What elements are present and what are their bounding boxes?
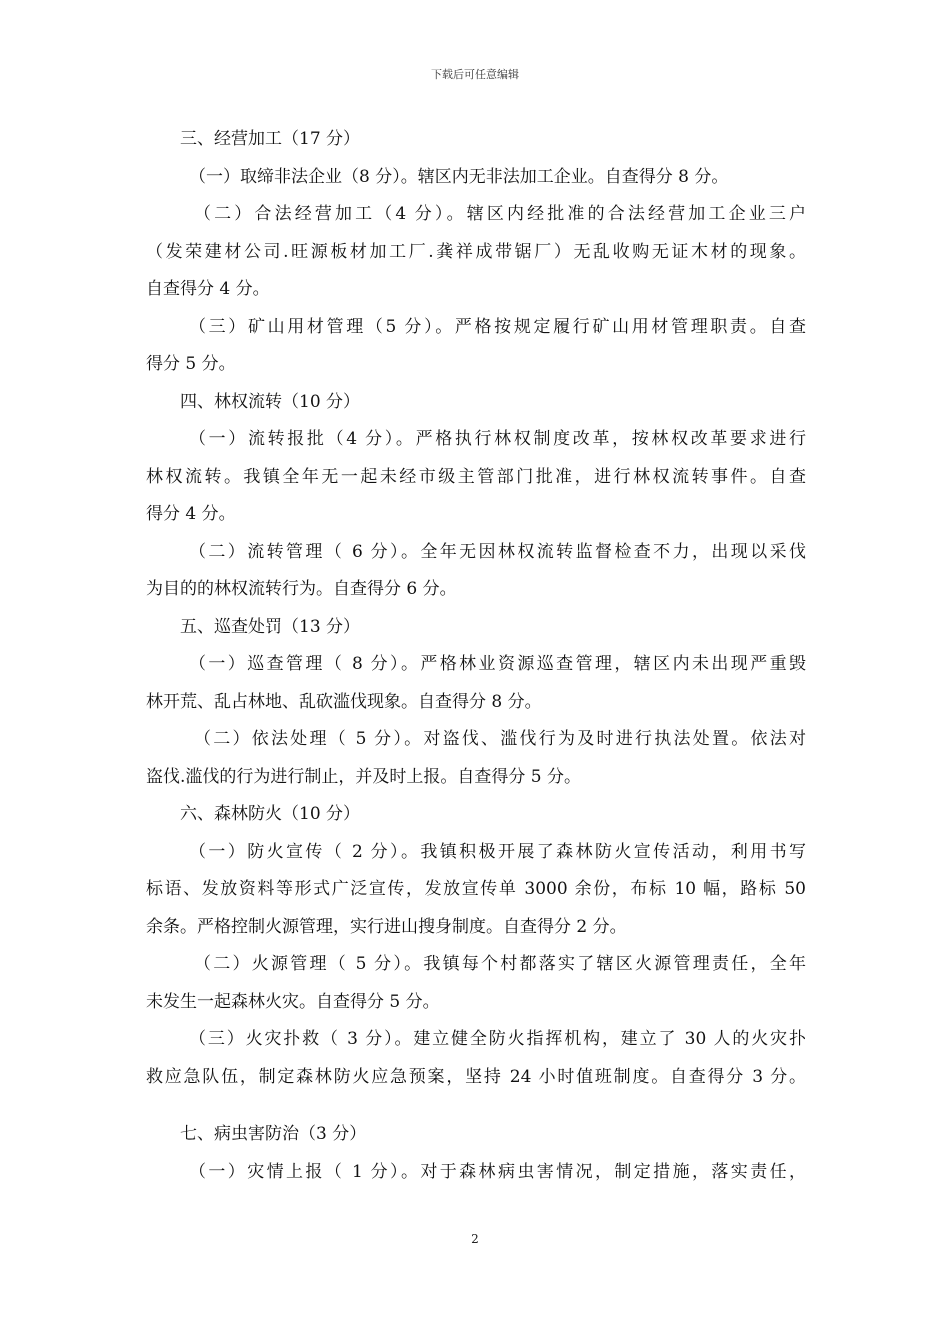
paragraph-line: 得分 5 分。 — [146, 354, 236, 374]
paragraph-line: 林权流转。我镇全年无一起未经市级主管部门批准，进行林权流转事件。自查 — [146, 466, 806, 487]
document-body — [146, 121, 806, 1191]
page-header: 下载后可任意编辑 — [431, 68, 519, 81]
paragraph-line: （二）火源管理（ 5 分）。我镇每个村都落实了辖区火源管理责任，全年 — [194, 954, 806, 974]
paragraph-line: 得分 4 分。 — [146, 504, 236, 524]
paragraph-line: 未发生一起森林火灾。自查得分 5 分。 — [146, 991, 440, 1012]
paragraph-line: 余条。严格控制火源管理，实行进山搜身制度。自查得分 2 分。 — [146, 916, 627, 937]
section-heading: 三、经营加工（17 分） — [180, 129, 361, 149]
paragraph-line: （一）取缔非法企业（8 分）。辖区内无非法加工企业。自查得分 8 分。 — [189, 166, 729, 187]
paragraph-gap — [146, 1096, 806, 1116]
paragraph-line: （二）流转管理（ 6 分）。全年无因林权流转监督检查不力，出现以采伐 — [189, 541, 806, 562]
paragraph-line: （一）流转报批（4 分）。严格执行林权制度改革，按林权改革要求进行 — [189, 429, 806, 449]
section-heading: 四、林权流转（10 分） — [180, 391, 361, 412]
paragraph-line: （三）矿山用材管理（5 分）。严格按规定履行矿山用材管理职责。自查 — [189, 316, 806, 337]
paragraph-line: 自查得分 4 分。 — [146, 279, 270, 299]
paragraph-line: 标语、发放资料等形式广泛宣传，发放宣传单 3000 余份，布标 10 幅，路标 50 — [146, 879, 806, 899]
paragraph-line: （二）合法经营加工（4 分）。辖区内经批准的合法经营加工企业三户 — [194, 204, 806, 224]
paragraph-line: 盗伐.滥伐的行为进行制止，并及时上报。自查得分 5 分。 — [146, 766, 582, 787]
paragraph-line: （一）巡查管理（ 8 分）。严格林业资源巡查管理，辖区内未出现严重毁 — [189, 654, 806, 674]
section-heading: 五、巡查处罚（13 分） — [180, 616, 361, 637]
section-heading: 六、森林防火（10 分） — [180, 804, 361, 824]
section-heading: 七、病虫害防治（3 分） — [180, 1124, 367, 1144]
paragraph-line: 林开荒、乱占林地、乱砍滥伐现象。自查得分 8 分。 — [146, 691, 542, 712]
paragraph-line: 为目的的林权流转行为。自查得分 6 分。 — [146, 579, 457, 599]
paragraph-line: （二）依法处理（ 5 分）。对盗伐、滥伐行为及时进行执法处置。依法对 — [194, 729, 806, 749]
paragraph-line: （一）防火宣传（ 2 分）。我镇积极开展了森林防火宣传活动，利用书写 — [189, 841, 806, 862]
paragraph-line: （发荣建材公司.旺源板材加工厂.龚祥成带锯厂）无乱收购无证木材的现象。 — [146, 241, 806, 262]
paragraph-line: （三）火灾扑救（ 3 分）。建立健全防火指挥机构，建立了 30 人的火灾扑 — [189, 1029, 806, 1049]
paragraph-line: 救应急队伍，制定森林防火应急预案，坚持 24 小时值班制度。自查得分 3 分。 — [146, 1066, 806, 1087]
page-number: 2 — [471, 1232, 479, 1246]
paragraph-line: （一）灾情上报（ 1 分）。对于森林病虫害情况，制定措施，落实责任， — [189, 1161, 806, 1182]
